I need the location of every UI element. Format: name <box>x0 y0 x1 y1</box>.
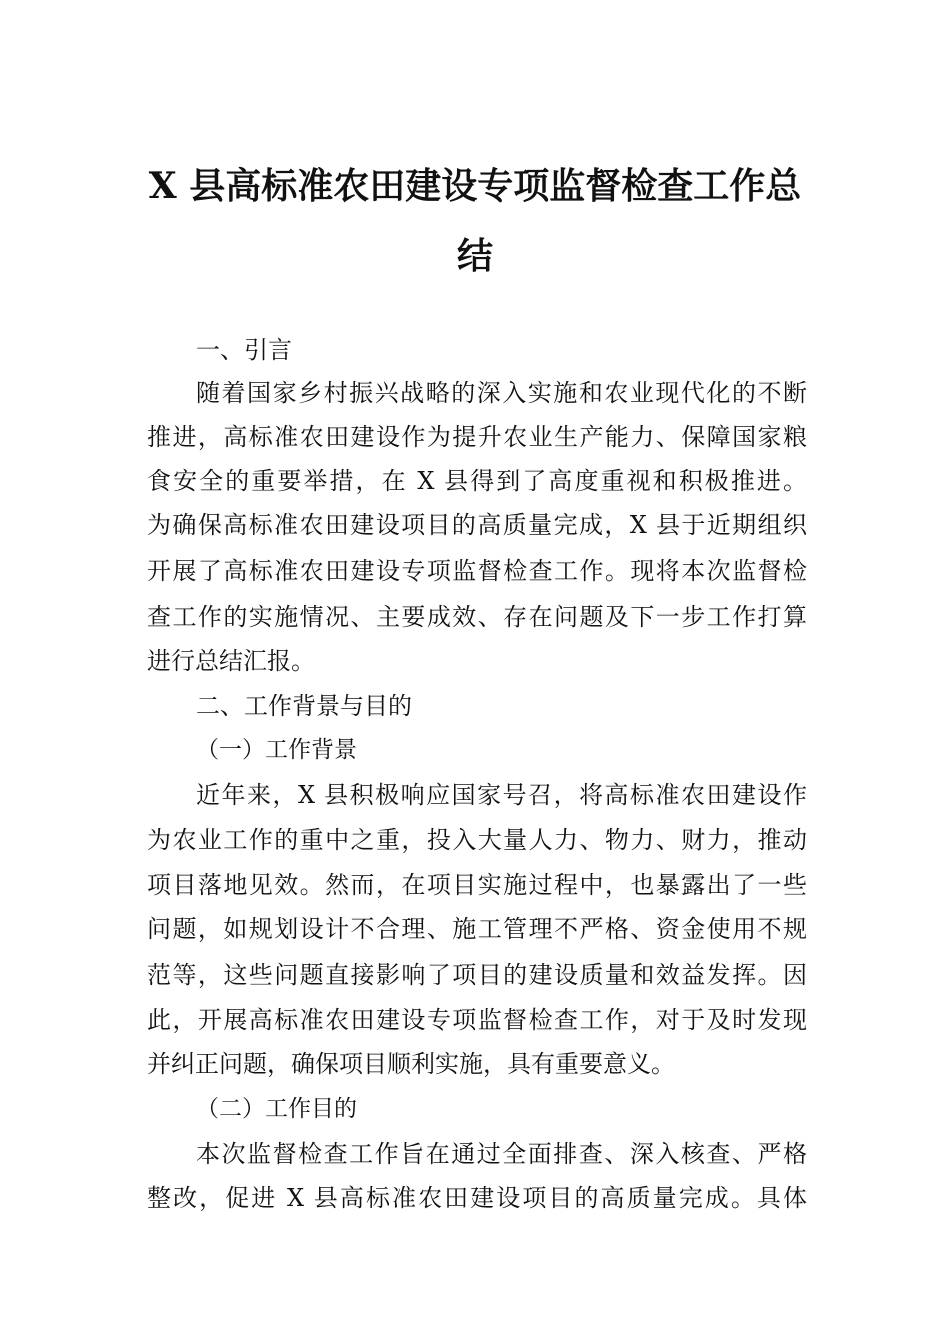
paragraph-line: 为农业工作的重中之重，投入大量人力、物力、财力，推动 <box>147 826 807 854</box>
section-heading-intro: 一、引言 <box>196 336 292 364</box>
paragraph-line: 查工作的实施情况、主要成效、存在问题及下一步工作打算 <box>147 603 807 631</box>
document-title-line-2: 结 <box>456 235 493 277</box>
paragraph-line: 整改，促进 X 县高标准农田建设项目的高质量完成。具体 <box>147 1184 807 1212</box>
paragraph-line: 此，开展高标准农田建设专项监督检查工作，对于及时发现 <box>147 1006 807 1034</box>
paragraph-line: 推进，高标准农田建设作为提升农业生产能力、保障国家粮 <box>147 423 807 451</box>
paragraph-line: 本次监督检查工作旨在通过全面排查、深入核查、严格 <box>196 1140 807 1168</box>
paragraph-line: 近年来，X 县积极响应国家号召，将高标准农田建设作 <box>196 781 807 809</box>
section-heading-background-purpose: 二、工作背景与目的 <box>196 692 412 720</box>
paragraph-line: 食安全的重要举措，在 X 县得到了高度重视和积极推进。 <box>147 467 807 495</box>
subsection-heading-purpose: （二）工作目的 <box>196 1096 357 1122</box>
paragraph-line: 范等，这些问题直接影响了项目的建设质量和效益发挥。因 <box>147 961 807 989</box>
subsection-heading-background: （一）工作背景 <box>196 737 357 763</box>
paragraph-line: 随着国家乡村振兴战略的深入实施和农业现代化的不断 <box>196 379 807 407</box>
paragraph-line: 开展了高标准农田建设专项监督检查工作。现将本次监督检 <box>147 557 807 585</box>
paragraph-line: 问题，如规划设计不合理、施工管理不严格、资金使用不规 <box>147 915 807 943</box>
paragraph-line: 为确保高标准农田建设项目的高质量完成，X 县于近期组织 <box>147 511 807 539</box>
document-title-line-1: X 县高标准农田建设专项监督检查工作总 <box>148 165 802 207</box>
paragraph-line: 项目落地见效。然而，在项目实施过程中，也暴露出了一些 <box>147 871 807 899</box>
paragraph-line: 进行总结汇报。 <box>147 647 315 675</box>
paragraph-line: 并纠正问题，确保项目顺利实施，具有重要意义。 <box>147 1050 675 1078</box>
